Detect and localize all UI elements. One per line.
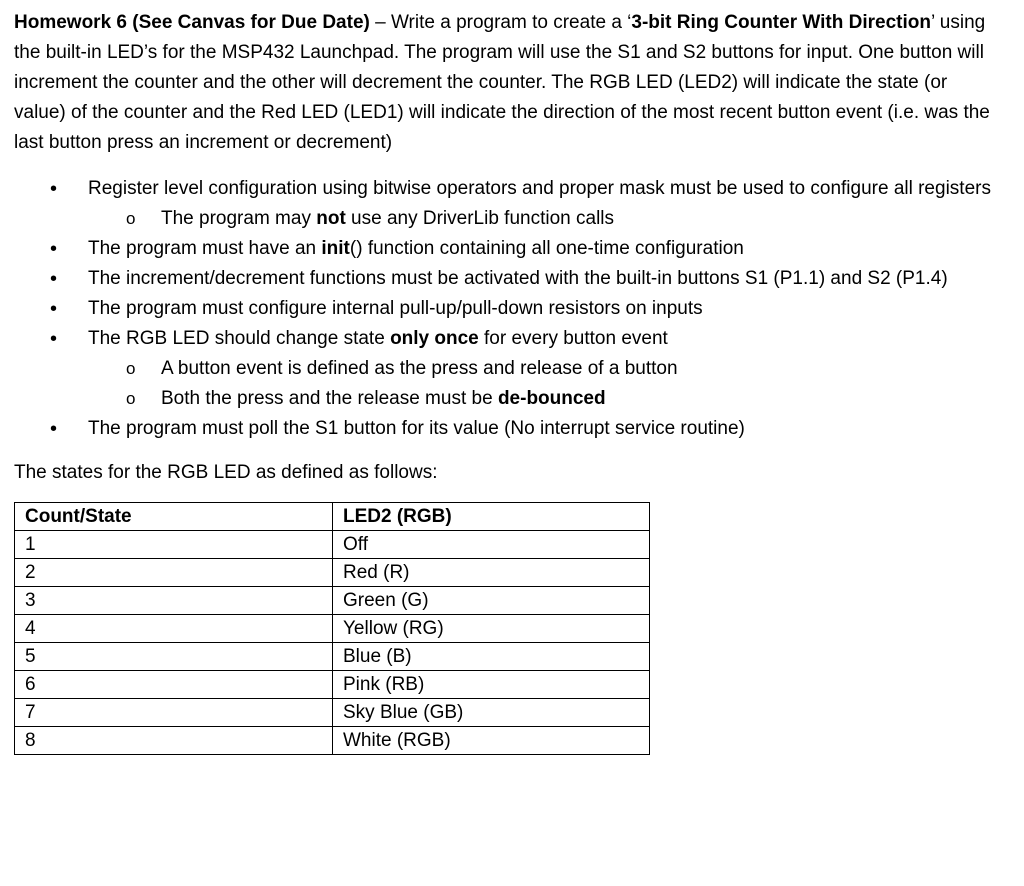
state-cell: 3	[15, 587, 333, 615]
requirement-text: The program may	[161, 208, 317, 229]
sub-requirements-list	[88, 354, 1004, 414]
state-cell: 8	[15, 727, 333, 755]
requirement-text: The RGB LED should change state	[88, 328, 391, 349]
requirement-emphasis: not	[316, 208, 346, 229]
requirement-text: Both the press and the release must be	[161, 388, 498, 409]
requirement-text: The program must configure internal pull-up/pull-down resistors on inputs	[88, 298, 703, 319]
requirement-emphasis: de-bounced	[497, 388, 606, 409]
led-cell: Sky Blue (GB)	[333, 699, 650, 727]
table-row	[15, 587, 650, 615]
requirement-text: The increment/decrement functions must be activated with the built-in buttons S1 (P1.1) and S2 (P1.4)	[88, 268, 948, 289]
bullet-icon: •	[50, 328, 58, 350]
led-cell: White (RGB)	[333, 727, 650, 755]
states-label: The states for the RGB LED as defined as follows:	[14, 462, 438, 483]
requirement-item	[14, 324, 1004, 414]
intro-rest: ’ using the built-in LED’s for the MSP432 Launchpad. The program will use the S1 and S2 buttons for input. One button will increment the counter and the other will decrement the counter. The RGB LED (LED2) will indicate the state (or value) of the counter and the Red LED (LED1) will indicate the direction of the most recent button event (i.e. was the last button press an increment or decrement)	[14, 12, 990, 153]
requirement-item	[14, 294, 1004, 324]
state-cell: 2	[15, 559, 333, 587]
led-cell: Yellow (RG)	[333, 615, 650, 643]
program-name: 3-bit Ring Counter With Direction	[631, 12, 931, 33]
circle-bullet-icon: o	[126, 389, 136, 408]
sub-requirements-list	[88, 204, 1004, 234]
requirement-emphasis: init	[321, 238, 350, 259]
requirement-text: The program must poll the S1 button for its value (No interrupt service routine)	[88, 418, 745, 439]
requirement-text: A button event is defined as the press and release of a button	[161, 358, 678, 379]
intro-dash: – Write a program to create a ‘	[369, 12, 632, 33]
homework-title: Homework 6 (See Canvas for Due Date)	[14, 12, 370, 33]
table-row	[15, 699, 650, 727]
requirement-emphasis: only once	[390, 328, 479, 349]
sub-requirement-item	[88, 204, 1004, 234]
table-row	[15, 559, 650, 587]
requirement-text: Register level configuration using bitwise operators and proper mask must be used to configure all registers	[88, 178, 991, 199]
requirement-text: use any DriverLib function calls	[345, 208, 615, 229]
requirement-text: () function containing all one-time configuration	[349, 238, 744, 259]
led-cell: Red (R)	[333, 559, 650, 587]
bullet-icon: •	[50, 178, 58, 200]
table-row	[15, 643, 650, 671]
header-led2-rgb: LED2 (RGB)	[333, 503, 650, 531]
state-cell: 4	[15, 615, 333, 643]
state-cell: 5	[15, 643, 333, 671]
led-cell: Pink (RB)	[333, 671, 650, 699]
bullet-icon: •	[50, 268, 58, 290]
table-row	[15, 615, 650, 643]
table-header-row	[15, 503, 650, 531]
table-row	[15, 671, 650, 699]
requirement-item	[14, 414, 1004, 444]
bullet-icon: •	[50, 238, 58, 260]
states-table	[14, 502, 650, 755]
circle-bullet-icon: o	[126, 359, 136, 378]
led-cell: Blue (B)	[333, 643, 650, 671]
state-cell: 1	[15, 531, 333, 559]
led-cell: Off	[333, 531, 650, 559]
led-cell: Green (G)	[333, 587, 650, 615]
state-cell: 6	[15, 671, 333, 699]
sub-requirement-item	[88, 384, 1004, 414]
circle-bullet-icon: o	[126, 209, 136, 228]
requirement-text: for every button event	[478, 328, 668, 349]
sub-requirement-item	[88, 354, 1004, 384]
document-page	[14, 8, 1004, 755]
table-row	[15, 531, 650, 559]
requirements-list	[14, 174, 1004, 444]
requirement-item	[14, 174, 1004, 234]
requirement-item	[14, 264, 1004, 294]
state-cell: 7	[15, 699, 333, 727]
bullet-icon: •	[50, 298, 58, 320]
table-row	[15, 727, 650, 755]
requirement-text: The program must have an	[88, 238, 322, 259]
requirement-item	[14, 234, 1004, 264]
header-count-state: Count/State	[15, 503, 333, 531]
intro-paragraph	[14, 8, 1004, 158]
bullet-icon: •	[50, 418, 58, 440]
